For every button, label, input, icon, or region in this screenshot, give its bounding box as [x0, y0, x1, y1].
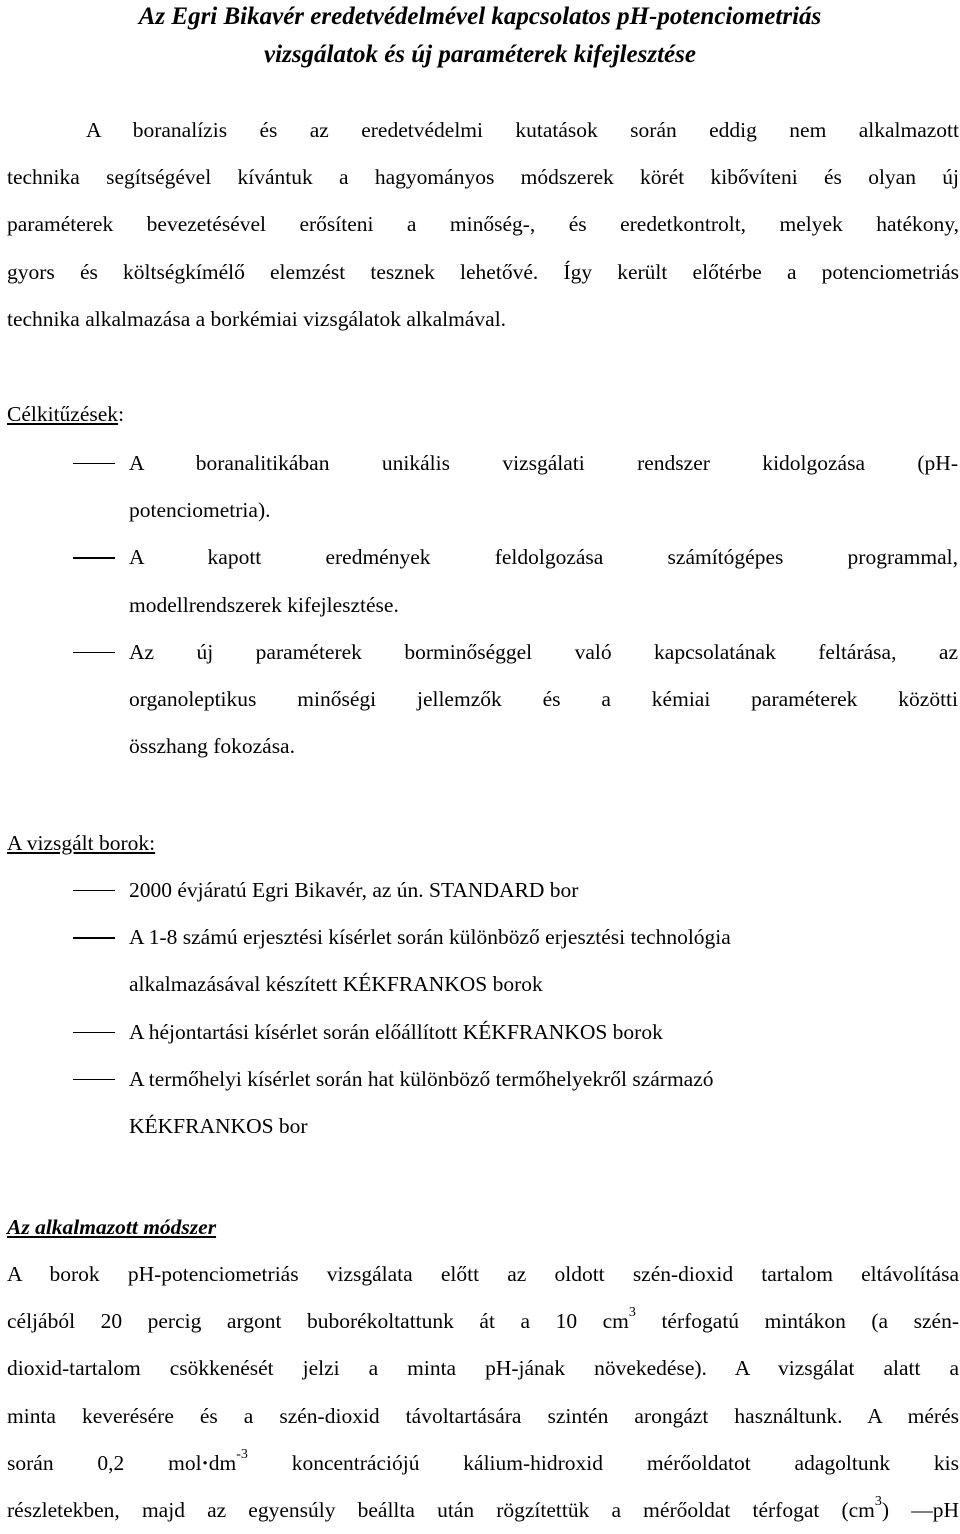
list-item	[0, 867, 960, 914]
list-item	[0, 629, 960, 771]
list-item-line: összhang fokozása.	[129, 734, 295, 759]
method-paragraph	[7, 1251, 959, 1534]
title-line-2: vizsgálatok és új paraméterek kifejlesztése	[264, 41, 696, 68]
method-text: térfogatú mintákon (a szén-	[635, 1309, 959, 1334]
list-item-line: A 1-8 számú erjesztési kísérlet során különböző erjesztési technológia	[129, 925, 731, 950]
list-item-line: alkalmazásával készített KÉKFRANKOS borok	[129, 972, 543, 997]
wines-list	[0, 867, 960, 1150]
wines-heading: A vizsgált borok:	[7, 831, 156, 855]
goals-heading-text: Célkitűzések	[7, 402, 119, 426]
dash-bullet	[73, 1079, 115, 1080]
method-text: ) —pH	[881, 1498, 959, 1523]
dash-bullet	[73, 652, 115, 653]
dash-bullet	[73, 890, 115, 891]
superscript: 3	[874, 1493, 882, 1509]
goals-list	[0, 440, 960, 770]
list-item	[0, 1009, 960, 1056]
method-line	[7, 1298, 959, 1345]
superscript: 3	[628, 1305, 636, 1321]
method-text: során 0,2 mol	[7, 1450, 202, 1475]
goals-heading-colon: :	[118, 402, 125, 426]
dash-bullet	[73, 557, 115, 558]
method-line: dioxid-tartalom csökkenését jelzi a minta pH-jának növekedése). A vizsgálat alatt a	[7, 1356, 959, 1381]
dash-bullet	[73, 1032, 115, 1033]
method-text: céljából 20 percig argont buborékoltattunk át a 10 cm	[7, 1309, 629, 1334]
list-item-line: A kapott eredmények feldolgozása számítógépes programmal,	[129, 545, 958, 570]
dash-bullet	[73, 937, 115, 938]
list-item-line: organoleptikus minőségi jellemzők és a kémiai paraméterek közötti	[129, 687, 958, 712]
list-item-line: modellrendszerek kifejlesztése.	[129, 592, 399, 617]
method-text: koncentrációjú kálium-hidroxid mérőoldatot adagoltunk kis	[247, 1450, 959, 1475]
intro-line: technika alkalmazása a borkémiai vizsgálatok alkalmával.	[7, 306, 507, 331]
method-line: minta keverésére és a szén-dioxid távoltartására szintén arongázt használtunk. A mérés	[7, 1403, 959, 1428]
intro-line: A boranalízis és az eredetvédelmi kutatások során eddig nem alkalmazott	[86, 118, 959, 142]
method-line: A borok pH-potenciometriás vizsgálata előtt az oldott szén-dioxid tartalom eltávolítása	[7, 1262, 959, 1286]
superscript: -3	[236, 1446, 248, 1462]
list-item	[0, 914, 960, 1008]
list-item-line: A héjontartási kísérlet során előállított KÉKFRANKOS borok	[129, 1019, 663, 1044]
intro-line: gyors és költségkímélő elemzést tesznek lehetővé. Így került előtérbe a potenciometriás	[7, 259, 959, 284]
intro-paragraph	[7, 107, 959, 343]
method-heading: Az alkalmazott módszer	[7, 1215, 217, 1239]
dash-bullet	[73, 463, 115, 464]
list-item-line: Az új paraméterek borminőséggel való kapcsolatának feltárása, az	[129, 639, 958, 664]
intro-line: technika segítségével kívántuk a hagyományos módszerek körét kibővíteni és olyan új	[7, 165, 959, 190]
method-text: részletekben, majd az egyensúly beállta után rögzítettük a mérőoldat térfogat (cm	[7, 1498, 875, 1523]
intro-line: paraméterek bevezetésével erősíteni a minőség-, és eredetkontrolt, melyek hatékony,	[7, 212, 959, 237]
list-item	[0, 440, 960, 534]
list-item	[0, 534, 960, 628]
document-title	[0, 0, 960, 74]
list-item-line: KÉKFRANKOS bor	[129, 1114, 308, 1139]
list-item-line: potenciometria).	[129, 498, 271, 523]
method-line	[7, 1440, 959, 1487]
method-text: dm	[208, 1450, 237, 1475]
list-item-line: 2000 évjáratú Egri Bikavér, az ún. STANDARD bor	[129, 878, 579, 902]
method-line	[7, 1487, 959, 1534]
multiplication-dot: ·	[201, 1450, 209, 1475]
list-item-line: A termőhelyi kísérlet során hat különböző termőhelyekről származó	[129, 1066, 714, 1091]
title-line-1: Az Egri Bikavér eredetvédelmével kapcsolatos pH-potenciometriás	[138, 3, 822, 30]
list-item	[0, 1056, 960, 1150]
list-item-line: A boranalitikában unikális vizsgálati rendszer kidolgozása (pH-	[129, 451, 958, 475]
goals-heading	[7, 391, 124, 438]
